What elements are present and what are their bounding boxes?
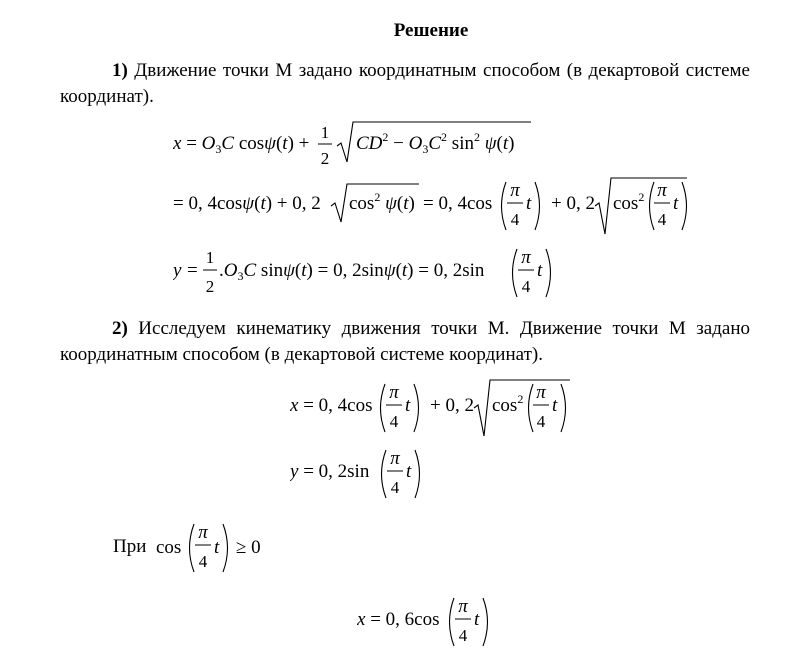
svg-text:= 0, 4cosψ(t) + 0, 2: = 0, 4cosψ(t) + 0, 2 [173, 193, 321, 214]
svg-text:cos2: $\cos^2$ [613, 190, 645, 214]
svg-text:cos2: $\cos^2$ [492, 392, 524, 416]
svg-text:4: 4 [510, 210, 520, 229]
svg-text:x = O3C cosψ(t) +: $x = O_3C$ cosψ(t) + [173, 133, 310, 156]
svg-text:π: π [510, 180, 520, 201]
svg-text:t: t [214, 537, 220, 558]
svg-text:.O3C sinψ(t) = 0, 2sinψ(t) = 0: $.O_3C$ sinψ(t) = 0, 2sinψ(t) = 0, 2sin [219, 260, 485, 283]
svg-text:≥ 0: ≥ 0 [236, 537, 261, 558]
equation-1 [173, 118, 533, 170]
svg-text:t: t [474, 609, 480, 630]
svg-text:1: 1 [205, 248, 215, 267]
svg-text:cos2 ψ(t): $\cos^2 \psi(t)$ [349, 190, 415, 214]
svg-text:x = 0, 4cos: x = 0, 4cos [290, 395, 373, 416]
svg-text:4: 4 [389, 412, 399, 431]
paragraph-1-number: 1) [112, 60, 128, 81]
equation-4 [290, 378, 580, 440]
equation-6 [156, 518, 276, 576]
svg-text:4: 4 [657, 210, 667, 229]
paragraph-2-text: Исследуем кинематику движения точки М. Движение точки М задано координатным способом (в декартовой системе координат). [60, 318, 750, 365]
svg-text:x = 0, 6cos: x = 0, 6cos [357, 609, 440, 630]
svg-text:4: 4 [390, 478, 400, 497]
equation-2 [173, 176, 693, 238]
svg-text:cos: cos [156, 537, 182, 558]
svg-text:= 0, 4cos: = 0, 4cos [423, 193, 493, 214]
paragraph-2-number: 2) [112, 318, 128, 339]
svg-text:t: t [552, 395, 558, 416]
paragraph-2 [60, 316, 750, 368]
svg-text:4: 4 [536, 412, 546, 431]
svg-text:1: 1 [320, 123, 330, 142]
svg-text:π: π [657, 180, 667, 201]
svg-text:t: t [406, 461, 412, 482]
equation-3 [173, 243, 563, 301]
svg-text:π: π [198, 522, 208, 543]
paragraph-1 [60, 58, 750, 110]
svg-text:π: π [390, 448, 400, 469]
svg-text:4: 4 [198, 552, 208, 571]
svg-text:+ 0, 2: + 0, 2 [551, 193, 595, 214]
svg-text:y: y [173, 260, 182, 281]
condition-prefix: При [113, 536, 147, 557]
svg-text:2: 2 [205, 277, 215, 296]
svg-text:t: t [673, 193, 679, 214]
section-heading: Решение [393, 20, 469, 41]
paragraph-1-text: Движение точки М задано координатным способом (в декартовой системе координат). [60, 60, 750, 107]
svg-text:4: 4 [458, 626, 468, 645]
svg-text:t: t [405, 395, 411, 416]
svg-text:y = 0, 2sin: y = 0, 2sin [290, 461, 370, 482]
svg-text:π: π [389, 382, 399, 403]
svg-text:t: t [526, 193, 532, 214]
svg-text:π: π [521, 247, 531, 268]
svg-text:t: t [537, 260, 543, 281]
equation-5 [290, 444, 440, 502]
svg-text:=: = [187, 260, 198, 281]
equation-7 [357, 592, 507, 650]
svg-text:π: π [536, 382, 546, 403]
svg-text:π: π [458, 596, 468, 617]
svg-text:CD2 − O3C2 sin2 ψ(t): $CD^2 - O_3C^2$ $\sin^2 \psi(t)$ [356, 130, 515, 156]
svg-text:+ 0, 2: + 0, 2 [430, 395, 474, 416]
svg-text:2: 2 [320, 149, 330, 168]
svg-text:4: 4 [521, 277, 531, 296]
